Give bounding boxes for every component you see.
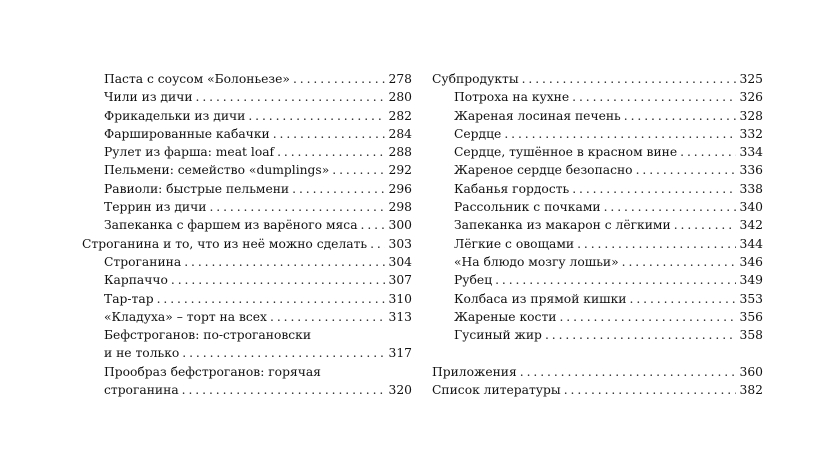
toc-entry-page-number: 342: [739, 218, 763, 233]
toc-entry-title: Пельмени: семейство «dumplings»: [104, 163, 330, 178]
toc-entry[interactable]: [432, 143, 763, 161]
dot-leader: [680, 143, 735, 161]
toc-entry[interactable]: [82, 271, 412, 289]
toc-entry[interactable]: [432, 88, 763, 106]
dot-leader: [196, 88, 385, 106]
toc-entry[interactable]: [432, 107, 763, 125]
toc-entry-page-number: 358: [739, 328, 763, 343]
toc-entry-title: Сердце: [454, 126, 502, 141]
toc-entry[interactable]: [82, 290, 412, 308]
toc-entry[interactable]: [82, 107, 412, 125]
toc-entry-title: Гусиный жир: [454, 328, 542, 343]
toc-entry-page-number: 278: [388, 72, 412, 86]
toc-entry-title: Субпродукты: [432, 72, 519, 86]
toc-entry-page-number: 317: [388, 346, 412, 361]
dot-leader: [522, 70, 736, 88]
toc-entry[interactable]: [432, 290, 763, 308]
toc-entry-page-number: 307: [388, 273, 412, 288]
toc-entry[interactable]: [432, 70, 763, 88]
toc-entry[interactable]: [82, 235, 412, 253]
toc-entry-page-number: 296: [388, 181, 412, 196]
toc-entry-title: Паста с соусом «Болоньезе»: [104, 72, 290, 86]
toc-entry-title: Приложения: [432, 364, 517, 379]
toc-entry-page-number: 284: [388, 126, 412, 141]
toc-entry[interactable]: [432, 363, 763, 381]
toc-entry-title: Рулет из фарша: meat loaf: [104, 145, 275, 160]
toc-entry-title: Карпаччо: [104, 273, 168, 288]
toc-entry[interactable]: [432, 235, 763, 253]
dot-leader: [636, 161, 736, 179]
dot-leader: [622, 253, 736, 271]
dot-leader: [361, 216, 385, 234]
toc-entry[interactable]: [432, 180, 763, 198]
toc-entry-title: Чили из дичи: [104, 90, 193, 105]
toc-entry-page-number: 328: [739, 108, 763, 123]
toc-entry-title: Фрикадельки из дичи: [104, 108, 246, 123]
toc-entry[interactable]: [82, 308, 412, 326]
toc-entry-page-number: 332: [739, 126, 763, 141]
dot-leader: [248, 107, 384, 125]
dot-leader: [545, 326, 736, 344]
toc-entry-title: Колбаса из прямой кишки: [454, 291, 627, 306]
toc-entry-page-number: 340: [739, 200, 763, 215]
toc-entry-page-number: 360: [739, 364, 763, 379]
dot-leader: [604, 198, 736, 216]
toc-entry-title: Фаршированные кабачки: [104, 126, 270, 141]
toc-entry-page-number: 344: [739, 236, 763, 251]
toc-entry-title: Террин из дичи: [104, 200, 207, 215]
dot-leader: [630, 290, 736, 308]
dot-leader: [370, 235, 384, 253]
dot-leader: [559, 308, 735, 326]
toc-entry[interactable]: [432, 381, 763, 399]
toc-entry-page-number: 356: [739, 309, 763, 324]
toc-entry-title: Список литературы: [432, 383, 561, 398]
toc-entry-page-number: 303: [388, 236, 412, 251]
toc-entry[interactable]: [82, 143, 412, 161]
toc-entry[interactable]: [82, 180, 412, 198]
toc-entry-page-number: 292: [388, 163, 412, 178]
toc-entry-title: Жареная лосиная печень: [454, 108, 621, 123]
dot-leader: [564, 381, 736, 399]
toc-entry-page-number: 353: [739, 291, 763, 306]
toc-entry-page-number: 334: [739, 145, 763, 160]
dot-leader: [277, 143, 384, 161]
toc-entry-page-number: 282: [388, 108, 412, 123]
toc-entry-page-number: 382: [739, 383, 763, 398]
toc-entry-title: Запеканка с фаршем из варёного мяса: [104, 218, 358, 233]
dot-leader: [520, 363, 736, 381]
toc-entry-page-number: 336: [739, 163, 763, 178]
toc-entry-page-number: 298: [388, 200, 412, 215]
dot-leader: [674, 216, 736, 234]
toc-entry-page-number: 300: [388, 218, 412, 233]
toc-entry[interactable]: [432, 125, 763, 143]
toc-entry-page-number: 326: [739, 90, 763, 105]
toc-entry[interactable]: [82, 363, 412, 400]
toc-entry-page-number: 288: [388, 145, 412, 160]
dot-leader: [293, 70, 385, 88]
toc-entry-title: Сердце, тушённое в красном вине: [454, 145, 678, 160]
toc-entry-title-line1: Бефстроганов: по-строгановски: [104, 328, 312, 343]
toc-entry-page-number: 346: [739, 254, 763, 269]
toc-entry-page-number: 313: [388, 309, 412, 324]
section-spacer: [432, 344, 763, 362]
toc-entry-title: Запеканка из макарон с лёгкими: [454, 218, 671, 233]
toc-entry[interactable]: [82, 70, 412, 88]
toc-entry-title: Кабанья гордость: [454, 181, 570, 196]
dot-leader: [182, 381, 385, 399]
dot-leader: [504, 125, 735, 143]
toc-right-column: [432, 70, 763, 399]
dot-leader: [182, 344, 384, 362]
toc-entry[interactable]: [432, 198, 763, 216]
toc-entry[interactable]: [82, 161, 412, 179]
toc-entry[interactable]: [432, 253, 763, 271]
toc-entry-page-number: 349: [739, 273, 763, 288]
toc-left-column: [82, 70, 412, 399]
dot-leader: [171, 271, 385, 289]
dot-leader: [624, 107, 736, 125]
toc-entry-title: «Кладуха» – торт на всех: [104, 309, 267, 324]
toc-entry[interactable]: [82, 326, 412, 363]
toc-entry[interactable]: [82, 125, 412, 143]
toc-entry-title: Жареные кости: [454, 309, 557, 324]
toc-entry-title: Строганина и то, что из неё можно сделать: [82, 236, 368, 251]
toc-entry-title: и не только: [104, 346, 180, 361]
toc-entry-title: строганина: [104, 383, 179, 398]
toc-entry[interactable]: [82, 198, 412, 216]
toc-entry-page-number: 280: [388, 90, 412, 105]
toc-entry-page-number: 304: [388, 254, 412, 269]
toc-entry-title: Рубец: [454, 273, 493, 288]
dot-leader: [572, 180, 735, 198]
toc-entry-title: Тар-тар: [104, 291, 154, 306]
toc-entry-title: Равиоли: быстрые пельмени: [104, 181, 290, 196]
dot-leader: [157, 290, 385, 308]
toc-entry[interactable]: [432, 326, 763, 344]
dot-leader: [273, 125, 385, 143]
toc-entry-title: Строганина: [104, 254, 182, 269]
toc-entry-title-line1: Прообраз бефстроганов: горячая: [104, 364, 321, 379]
toc-entry-page-number: 338: [739, 181, 763, 196]
toc-entry-title: «На блюдо мозгу лошьи»: [454, 254, 619, 269]
toc-entry[interactable]: [432, 271, 763, 289]
toc-entry-title: Потроха на кухне: [454, 90, 570, 105]
toc-entry[interactable]: [82, 88, 412, 106]
dot-leader: [292, 180, 384, 198]
dot-leader: [577, 235, 735, 253]
dot-leader: [209, 198, 384, 216]
dot-leader: [184, 253, 384, 271]
toc-entry-page-number: 325: [739, 72, 763, 86]
toc-entry-page-number: 320: [388, 383, 412, 398]
toc-entry-title: Жареное сердце безопасно: [454, 163, 633, 178]
toc-entry[interactable]: [432, 308, 763, 326]
dot-leader: [495, 271, 735, 289]
toc-entry[interactable]: [82, 216, 412, 234]
toc-entry-title: Рассольник с почками: [454, 200, 601, 215]
dot-leader: [332, 161, 384, 179]
toc-entry[interactable]: [82, 253, 412, 271]
toc-entry[interactable]: [432, 161, 763, 179]
dot-leader: [270, 308, 385, 326]
toc-entry-page-number: 310: [388, 291, 412, 306]
toc-entry-title: Лёгкие с овощами: [454, 236, 575, 251]
toc-entry[interactable]: [432, 216, 763, 234]
dot-leader: [572, 88, 735, 106]
